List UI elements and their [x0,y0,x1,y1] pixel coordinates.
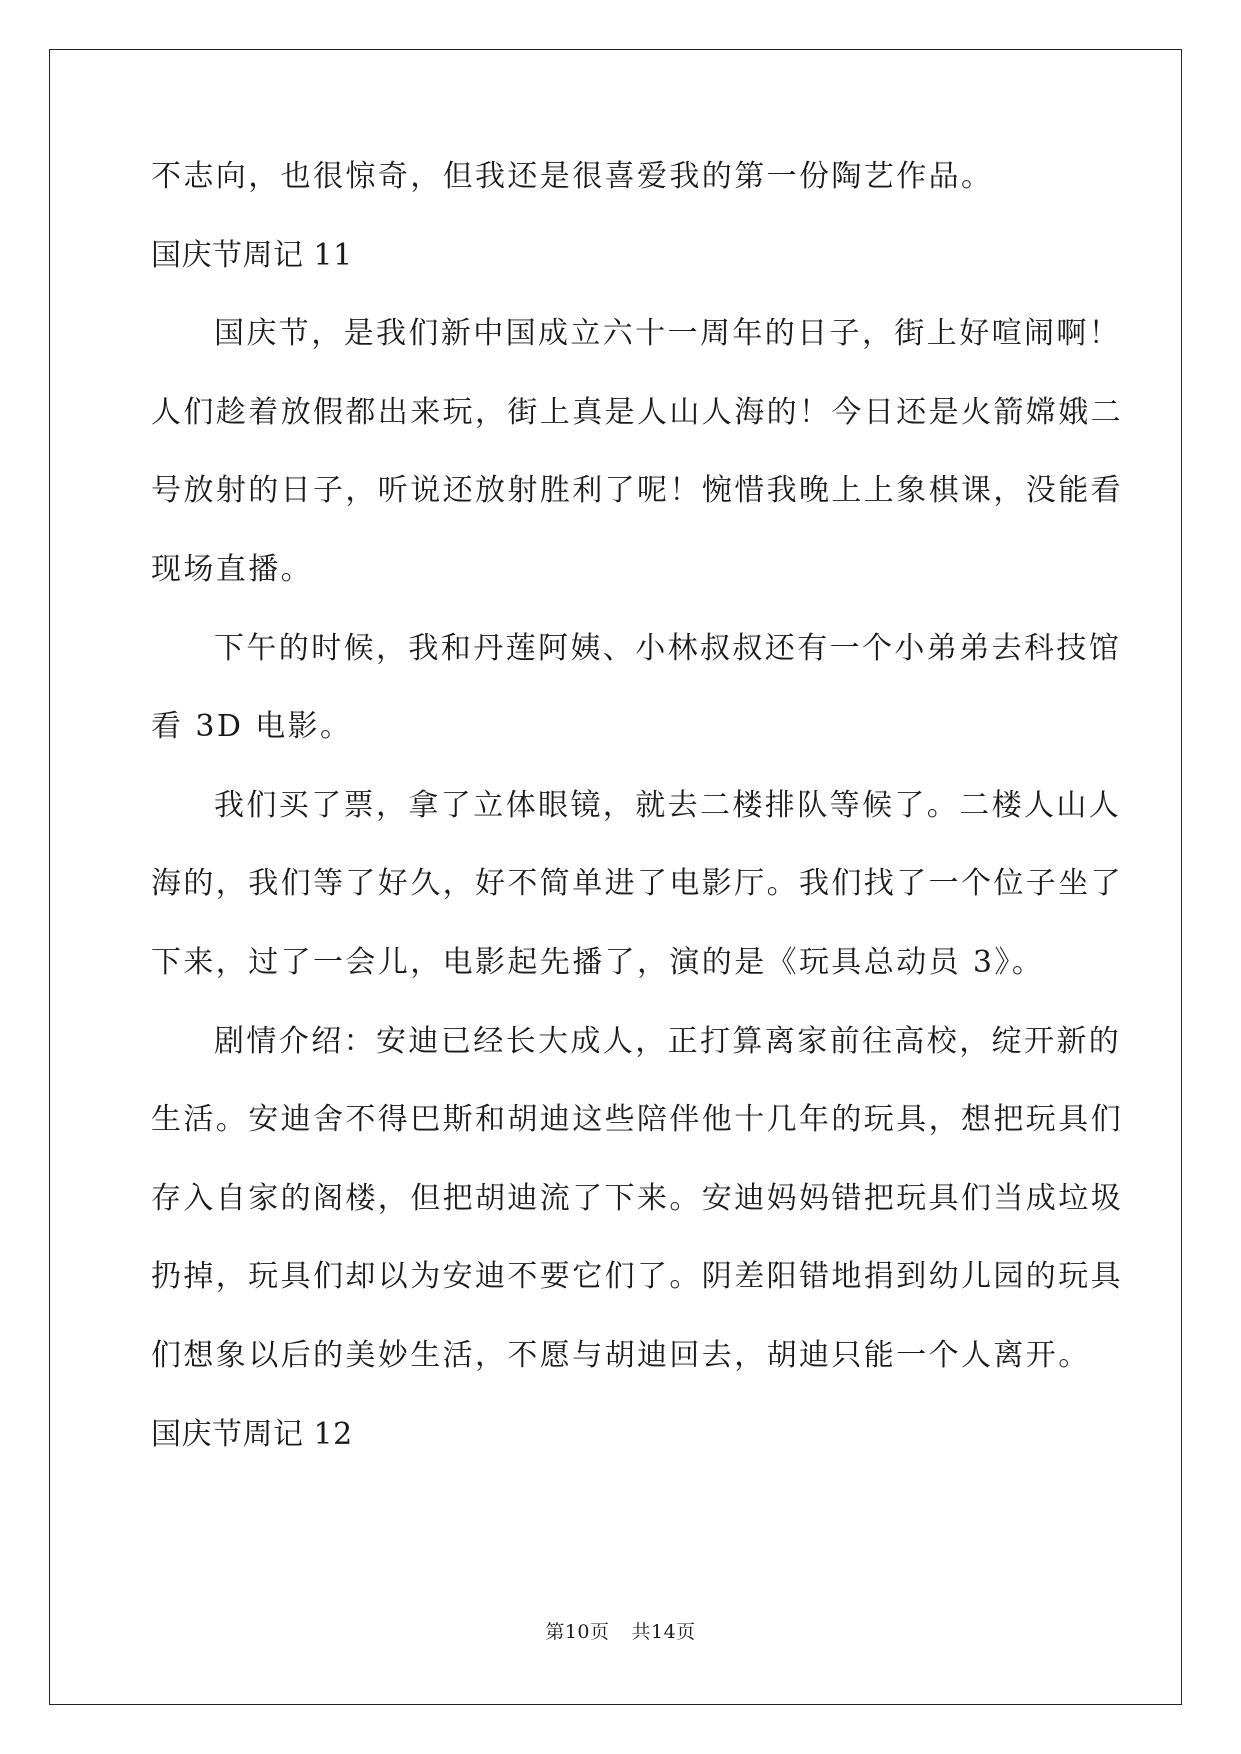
paragraph-line: 我们买了票，拿了立体眼镜，就去二楼排队等候了。二楼人山人 [214,787,1122,823]
paragraph-line: 现场直播。 [151,551,313,587]
paragraph-line: 生活。安迪舍不得巴斯和胡迪这些陪伴他十几年的玩具，想把玩具们 [151,1102,1123,1138]
page-footer [0,1617,1241,1644]
section-heading: 国庆节周记 12 [151,1416,353,1452]
paragraph-line: 下来，过了一会儿，电影起先播了，演的是《玩具总动员 3》。 [151,944,1045,980]
document-body [151,159,1123,1495]
paragraph-line: 号放射的日子，听说还放射胜利了呢！惋惜我晚上上象棋课，没能看 [151,473,1123,509]
paragraph-line: 扔掉，玩具们却以为安迪不要它们了。阴差阳错地捐到幼儿园的玩具 [151,1259,1123,1295]
paragraph-line: 存入自家的阁楼，但把胡迪流了下来。安迪妈妈错把玩具们当成垃圾 [151,1180,1123,1216]
paragraph-line: 海的，我们等了好久，好不简单进了电影厅。我们找了一个位子坐了 [151,866,1123,902]
section-heading: 国庆节周记 11 [151,237,353,273]
paragraph-line: 人们趁着放假都出来玩，街上真是人山人海的！今日还是火箭嫦娥二 [151,394,1123,430]
paragraph-line: 不志向，也很惊奇，但我还是很喜爱我的第一份陶艺作品。 [151,159,994,194]
paragraph-line: 国庆节，是我们新中国成立六十一周年的日子，街上好喧闹啊！ [214,316,1122,352]
paragraph-line: 们想象以后的美妙生活，不愿与胡迪回去，胡迪只能一个人离开。 [151,1337,1091,1373]
paragraph-line: 下午的时候，我和丹莲阿姨、小林叔叔还有一个小弟弟去科技馆 [214,630,1122,666]
total-page-count: 共14页 [631,1621,696,1643]
paragraph-line: 看 3D 电影。 [151,709,353,745]
current-page-number: 第10页 [545,1621,610,1643]
paragraph-line: 剧情介绍：安迪已经长大成人，正打算离家前往高校，绽开新的 [214,1023,1122,1059]
